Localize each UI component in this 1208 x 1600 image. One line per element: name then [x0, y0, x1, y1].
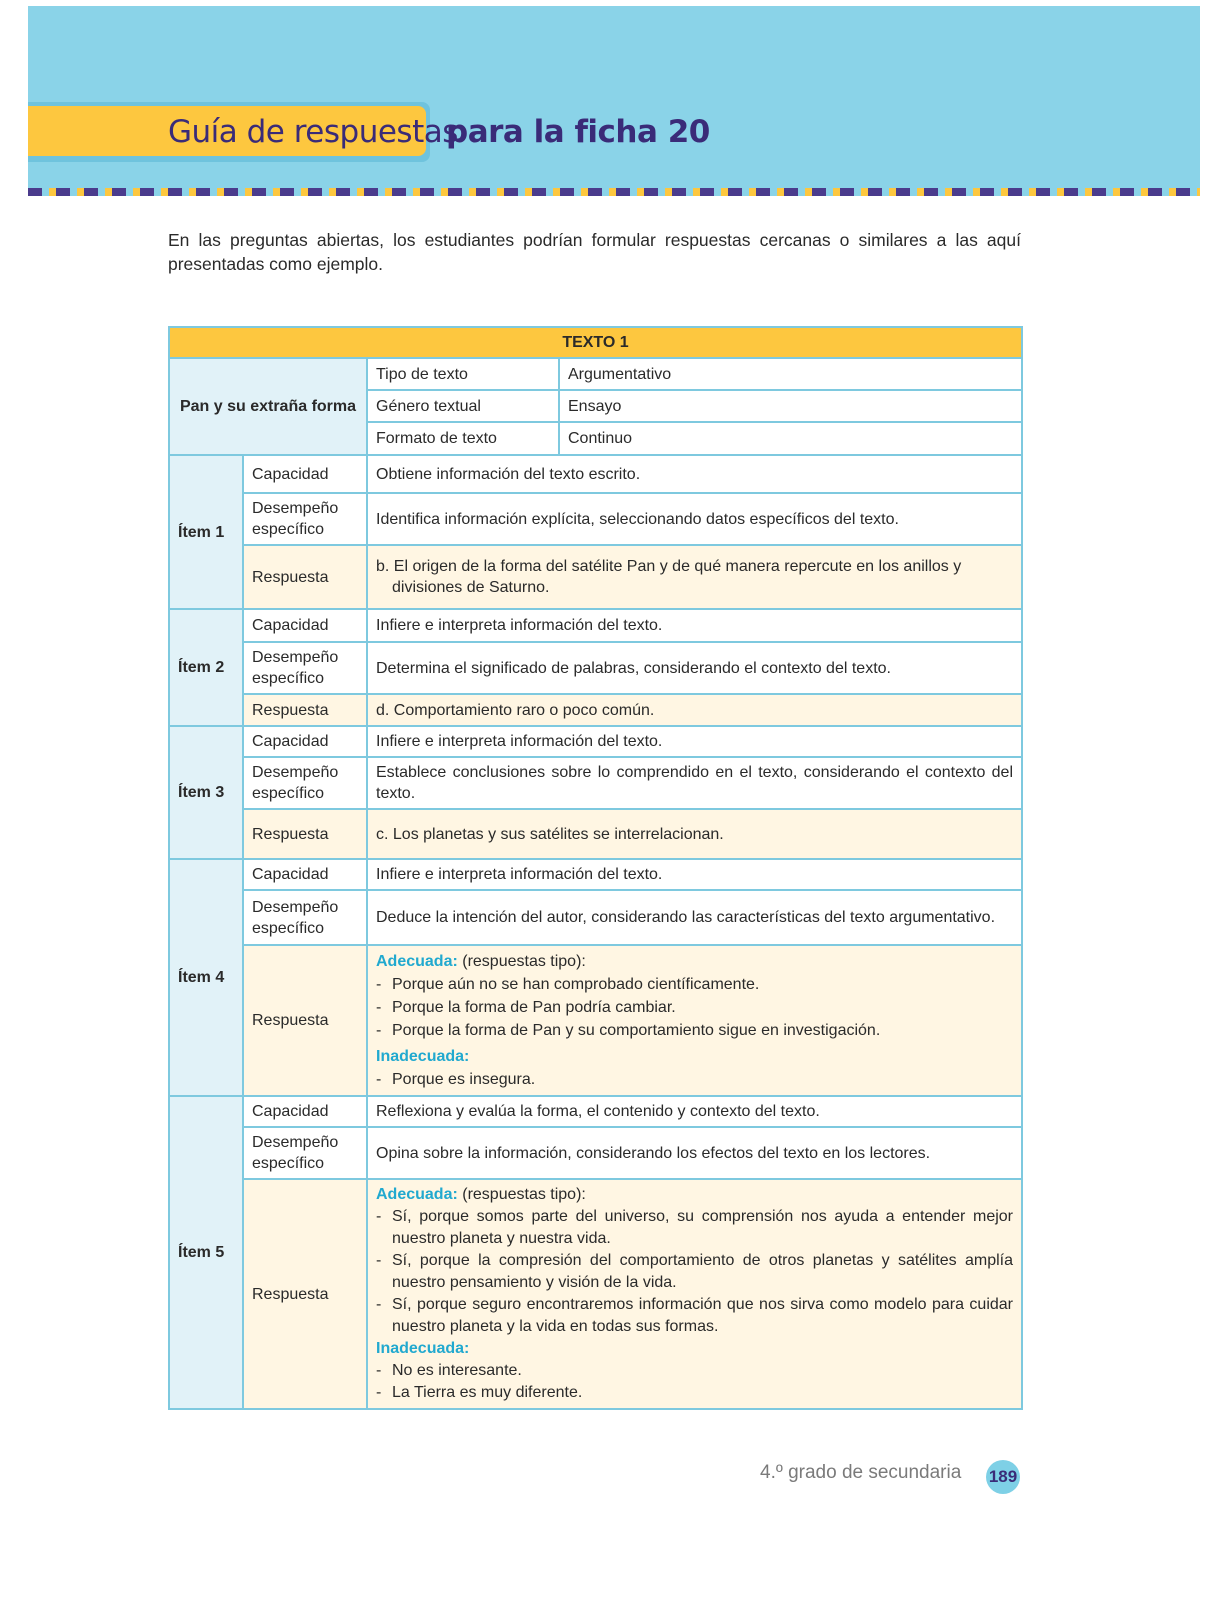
answer-table [168, 326, 1023, 1410]
adecuada-heading [376, 950, 1013, 973]
page-title-part1: Guía de respuestas [168, 114, 458, 150]
capacidad-cell: Infiere e interpreta información del texto. [367, 859, 1022, 890]
list-item: - Porque la forma de Pan podría cambiar. [376, 996, 1013, 1019]
list-item: - Sí, porque somos parte del universo, su comprensión nos ayuda a entender mejor nuestro planeta y nuestra vida. [376, 1206, 1013, 1250]
adecuada-note: (respuestas tipo): [457, 953, 586, 970]
item-label: Ítem 4 [169, 859, 243, 1096]
row-label-desempeno: Desempeño específico [243, 890, 367, 945]
info-value: Argumentativo [559, 358, 1022, 390]
inadecuada-label: Inadecuada: [376, 1048, 470, 1065]
row-label-respuesta: Respuesta [243, 1179, 367, 1409]
row-label-respuesta: Respuesta [243, 545, 367, 609]
adecuada-list [376, 1206, 1013, 1338]
page-number: 189 [986, 1460, 1020, 1494]
intro-paragraph: En las preguntas abiertas, los estudiantes podrían formular respuestas cercanas o similares a las aquí presentadas como ejemplo. [168, 230, 1021, 274]
desempeno-cell: Deduce la intención del autor, considerando las características del texto argumentativo. [367, 890, 1022, 945]
list-item: - No es interesante. [376, 1360, 1013, 1382]
row-label-capacidad: Capacidad [243, 726, 367, 757]
info-value: Continuo [559, 422, 1022, 455]
row-label-capacidad: Capacidad [243, 609, 367, 642]
item-label: Ítem 3 [169, 726, 243, 859]
row-label-capacidad: Capacidad [243, 455, 367, 493]
adecuada-note: (respuestas tipo): [457, 1186, 586, 1203]
capacidad-cell: Infiere e interpreta información del texto. [367, 609, 1022, 642]
row-label-respuesta: Respuesta [243, 945, 367, 1096]
page-title-part2: para la ficha 20 [446, 114, 710, 150]
row-label-respuesta: Respuesta [243, 809, 367, 859]
info-value: Ensayo [559, 390, 1022, 422]
item-label: Ítem 2 [169, 609, 243, 726]
table-header: TEXTO 1 [169, 327, 1022, 358]
row-label-desempeno: Desempeño específico [243, 757, 367, 809]
respuesta-cell [367, 945, 1022, 1096]
adecuada-label: Adecuada: [376, 1186, 458, 1203]
list-item: - Sí, porque seguro encontraremos información que nos sirva como modelo para cuidar nuestro planeta y la vida en todas sus formas. [376, 1294, 1013, 1338]
adecuada-list [376, 973, 1013, 1042]
capacidad-cell: Infiere e interpreta información del texto. [367, 726, 1022, 757]
item-label: Ítem 1 [169, 455, 243, 609]
desempeno-cell: Identifica información explícita, seleccionando datos específicos del texto. [367, 493, 1022, 545]
adecuada-heading [376, 1184, 1013, 1206]
inadecuada-list [376, 1360, 1013, 1404]
capacidad-cell: Obtiene información del texto escrito. [367, 455, 1022, 493]
row-label-desempeno: Desempeño específico [243, 642, 367, 694]
info-label: Género textual [367, 390, 559, 422]
inadecuada-label: Inadecuada: [376, 1340, 470, 1357]
row-label-capacidad: Capacidad [243, 1096, 367, 1127]
footer-grade: 4.º grado de secundaria [760, 1462, 962, 1483]
respuesta-text: b. El origen de la forma del satélite Pan y de qué manera repercute en los anillos y [376, 558, 962, 575]
respuesta-cell [367, 1179, 1022, 1409]
list-item: - Porque es insegura. [376, 1068, 1013, 1091]
item-label: Ítem 5 [169, 1096, 243, 1409]
decorative-stripe [28, 188, 1200, 196]
text-title: Pan y su extraña forma [169, 358, 367, 455]
row-label-capacidad: Capacidad [243, 859, 367, 890]
list-item: - Sí, porque la compresión del comportamiento de otros planetas y satélites amplía nuestro pensamiento y visión de la vida. [376, 1250, 1013, 1294]
list-item: - Porque aún no se han comprobado científicamente. [376, 973, 1013, 996]
respuesta-text-continued: divisiones de Saturno. [392, 579, 550, 596]
inadecuada-list [376, 1068, 1013, 1091]
desempeno-cell: Determina el significado de palabras, considerando el contexto del texto. [367, 642, 1022, 694]
row-label-desempeno: Desempeño específico [243, 493, 367, 545]
info-label: Formato de texto [367, 422, 559, 455]
info-label: Tipo de texto [367, 358, 559, 390]
desempeno-cell: Opina sobre la información, considerando los efectos del texto en los lectores. [367, 1127, 1022, 1179]
respuesta-cell [367, 545, 1022, 609]
row-label-desempeno: Desempeño específico [243, 1127, 367, 1179]
respuesta-cell: d. Comportamiento raro o poco común. [367, 694, 1022, 726]
list-item: - Porque la forma de Pan y su comportamiento sigue en investigación. [376, 1019, 1013, 1042]
list-item: - La Tierra es muy diferente. [376, 1382, 1013, 1404]
capacidad-cell: Reflexiona y evalúa la forma, el contenido y contexto del texto. [367, 1096, 1022, 1127]
adecuada-label: Adecuada: [376, 953, 458, 970]
respuesta-cell: c. Los planetas y sus satélites se interrelacionan. [367, 809, 1022, 859]
row-label-respuesta: Respuesta [243, 694, 367, 726]
desempeno-cell: Establece conclusiones sobre lo comprendido en el texto, considerando el contexto del texto. [367, 757, 1022, 809]
